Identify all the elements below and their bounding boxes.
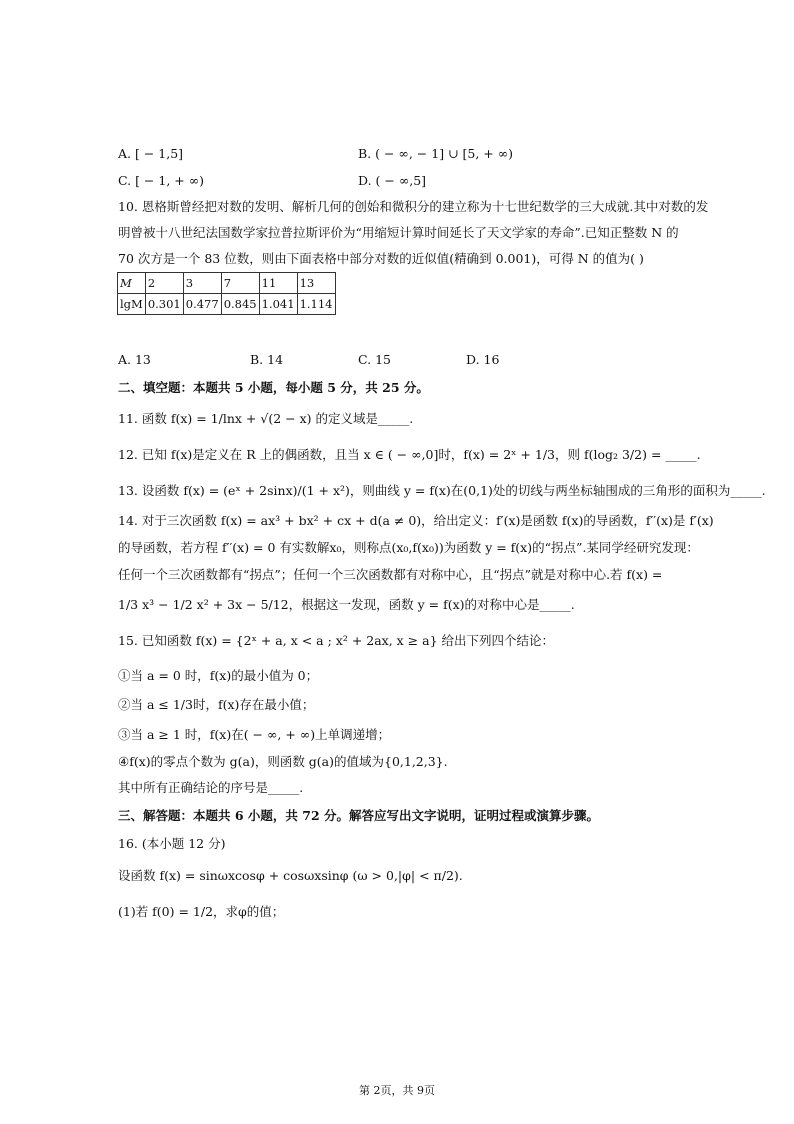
q15-stem: 15. 已知函数 f(x) = {2ˣ + a, x < a ; x² + 2ax, x ≥ a} 给出下列四个结论： <box>118 633 555 648</box>
table-cell: 2 <box>145 273 183 294</box>
q15-conclusion-4: ④f(x)的零点个数为 g(a)，则函数 g(a)的值域为{0,1,2,3}. <box>118 754 448 769</box>
q16-part1: (1)若 f(0) = 1/2，求φ的值； <box>118 904 285 919</box>
table-cell: 0.477 <box>183 294 221 315</box>
q14-line4: 1/3 x³ − 1/2 x² + 3x − 5/12，根据这一发现，函数 y = f(x)的对称中心是_____. <box>118 597 575 612</box>
q10-option-c: C. 15 <box>358 352 391 367</box>
q9-option-b: B. ( − ∞, − 1] ∪ [5, + ∞) <box>358 146 513 161</box>
q10-line3: 70 次方是一个 83 位数，则由下面表格中部分对数的近似值(精确到 0.001)，可得 N 的值为( ) <box>118 251 644 266</box>
table-cell: 1.114 <box>297 294 335 315</box>
q9-option-c: C. [ − 1, + ∞) <box>118 173 204 188</box>
log-table <box>117 272 336 315</box>
table-cell: 7 <box>221 273 259 294</box>
page-footer: 第 2页，共 9页 <box>359 1084 435 1097</box>
table-cell: 0.301 <box>145 294 183 315</box>
section-2-heading: 二、填空题：本题共 5 小题，每小题 5 分，共 25 分。 <box>118 380 429 395</box>
table-cell: 3 <box>183 273 221 294</box>
q11: 11. 函数 f(x) = 1/lnx + √(2 − x) 的定义域是_____. <box>118 411 414 426</box>
q13: 13. 设函数 f(x) = (eˣ + 2sinx)/(1 + x²)，则曲线 y = f(x)在(0,1)处的切线与两坐标轴围成的三角形的面积为_____. <box>118 483 766 498</box>
q16-heading: 16. (本小题 12 分) <box>118 836 226 851</box>
table-cell: 11 <box>259 273 297 294</box>
q10-line1: 10. 恩格斯曾经把对数的发明、解析几何的创始和微积分的建立称为十七世纪数学的三大成就.其中对数的发 <box>118 199 709 214</box>
q15-ask: 其中所有正确结论的序号是_____. <box>118 780 304 795</box>
q12: 12. 已知 f(x)是定义在 R 上的偶函数，且当 x ∈ ( − ∞,0]时，f(x) = 2ˣ + 1/3，则 f(log₂ 3/2) = _____. <box>118 447 701 462</box>
q10-option-a: A. 13 <box>118 352 151 367</box>
q14-line3: 任何一个三次函数都有“拐点”；任何一个三次函数都有对称中心，且“拐点”就是对称中心.若 f(x) = <box>118 567 663 582</box>
table-cell: 13 <box>297 273 335 294</box>
q15-conclusion-3: ③当 a ≥ 1 时，f(x)在( − ∞, + ∞)上单调递增； <box>118 727 391 742</box>
q9-option-d: D. ( − ∞,5] <box>358 173 427 188</box>
log-table-row-lgm <box>118 294 336 315</box>
q15-conclusion-1: ①当 a = 0 时，f(x)的最小值为 0； <box>118 668 319 683</box>
q14-line2: 的导函数，若方程 f′′(x) = 0 有实数解x₀，则称点(x₀,f(x₀))为函数 y = f(x)的“拐点”.某同学经研究发现： <box>118 540 699 555</box>
q10-option-b: B. 14 <box>250 352 284 367</box>
table-cell: M <box>118 273 146 294</box>
table-cell: lgM <box>118 294 146 315</box>
section-3-heading: 三、解答题：本题共 6 小题，共 72 分。解答应写出文字说明，证明过程或演算步骤。 <box>118 808 600 823</box>
q15-conclusion-2: ②当 a ≤ 1/3时，f(x)存在最小值； <box>118 697 315 712</box>
table-cell: 0.845 <box>221 294 259 315</box>
table-cell: 1.041 <box>259 294 297 315</box>
log-table-row-m <box>118 273 336 294</box>
q10-option-d: D. 16 <box>466 352 500 367</box>
q14-line1: 14. 对于三次函数 f(x) = ax³ + bx² + cx + d(a ≠ 0)，给出定义：f′(x)是函数 f(x)的导函数，f′′(x)是 f′(x) <box>118 513 714 528</box>
q16-stem: 设函数 f(x) = sinωxcosφ + cosωxsinφ (ω > 0,|φ| < π/2). <box>118 868 463 883</box>
q10-line2: 明曾被十八世纪法国数学家拉普拉斯评价为“用缩短计算时间延长了天文学家的寿命”.已知正整数 N 的 <box>118 225 679 240</box>
q9-option-a: A. [ − 1,5] <box>118 146 184 161</box>
